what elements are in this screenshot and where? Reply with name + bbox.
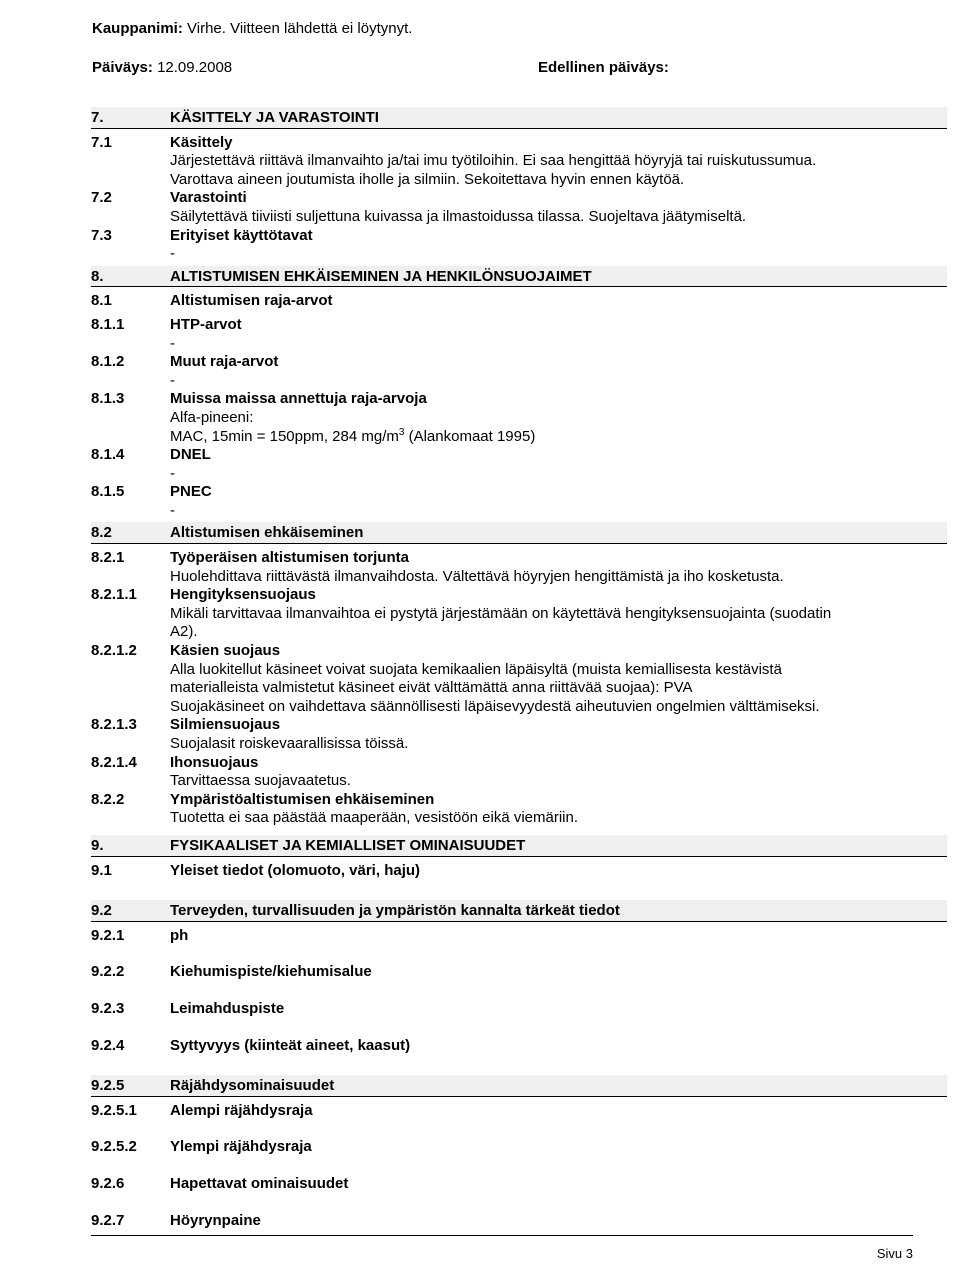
body-text: Suojakäsineet on vaihdettava säännöllisesti läpäisevyydestä aiheutuvien ongelmien välttämiseksi. [170,697,820,715]
subsection-8-2-1-4 [91,754,947,773]
subsection-number: 7.3 [91,226,112,244]
subsection-title: Muissa maissa annettuja raja-arvoja [170,390,427,408]
header-company [92,20,412,37]
subsection-9-2-7 [91,1212,947,1231]
text-line [91,409,947,428]
section-9-header [91,835,947,857]
subsection-title: Ympäristöaltistumisen ehkäiseminen [170,790,435,808]
body-text: - [170,501,175,519]
text-line [91,809,947,828]
section-number: 8. [91,267,104,285]
text-line [91,661,947,680]
subsection-number: 8.1.5 [91,483,125,501]
section-number: 7. [91,109,104,126]
body-text: Alla luokitellut käsineet voivat suojata kemikaalien läpäisyltä (muista kemiallisesta kestävistä [170,660,782,678]
body-text: Säilytettävä tiiviisti suljettuna kuivassa ja ilmastoidussa tilassa. Suojeltava jäätymiseltä. [170,207,747,225]
subsection-title: Ylempi räjähdysraja [170,1138,312,1156]
subsection-number: 7.2 [91,189,112,207]
body-text: Tuotetta ei saa päästää maaperään, vesistöön eikä viemäriin. [170,809,579,827]
subsection-8-2-2 [91,791,947,810]
section-7-header [91,107,947,129]
subsection-number: 9.2.5 [91,1077,125,1095]
subsection-7-3 [91,227,947,246]
subsection-title: Työperäisen altistumisen torjunta [170,549,409,567]
subsection-8-2-1 [91,549,947,568]
subsection-9-2-5-header [91,1075,947,1097]
subsection-title: Terveyden, turvallisuuden ja ympäristön kannalta tärkeät tiedot [170,902,620,920]
body-text: Mikäli tarvittavaa ilmanvaihtoa ei pystytä järjestämään on käytettävä hengityksensuojainta (suodatin [170,604,832,622]
text-line [91,152,947,171]
subsection-number: 9.2 [91,902,112,920]
subsection-number: 8.2.1.1 [91,586,137,604]
subsection-number: 8.2.1 [91,549,125,567]
document-body [91,105,947,1230]
subsection-number: 9.2.3 [91,999,125,1017]
section-8-header [91,266,947,288]
text-line [91,372,947,391]
subsection-9-2-2 [91,963,947,982]
subsection-title: Altistumisen raja-arvot [170,292,333,310]
section-title: FYSIKAALISET JA KEMIALLISET OMINAISUUDET [170,836,526,854]
date-label: Päiväys: [92,59,153,76]
subsection-title: Altistumisen ehkäiseminen [170,524,364,542]
subsection-title: Räjähdysominaisuudet [170,1077,335,1095]
text-line [91,245,947,264]
text-line [91,623,947,642]
subsection-number: 8.2 [91,524,112,542]
subsection-title: PNEC [170,483,212,501]
text-line [91,772,947,791]
body-text: Tarvittaessa suojavaatetus. [170,772,351,790]
subsection-9-2-5-2 [91,1138,947,1157]
subsection-number: 8.1.1 [91,315,125,333]
subsection-8-1 [91,292,947,311]
text-line [91,735,947,754]
subsection-number: 8.1.2 [91,353,125,371]
subsection-8-2-header [91,522,947,544]
subsection-9-2-6 [91,1175,947,1194]
text-line [91,679,947,698]
subsection-7-2 [91,189,947,208]
subsection-title: Varastointi [170,189,247,207]
subsection-title: HTP-arvot [170,315,242,333]
subsection-title: Hengityksensuojaus [170,586,316,604]
subsection-title: Ihonsuojaus [170,753,259,771]
subsection-title: Muut raja-arvot [170,353,279,371]
subsection-8-1-3 [91,390,947,409]
body-text: Alfa-pineeni: [170,408,254,426]
section-number: 9. [91,836,104,854]
subsection-number: 9.2.7 [91,1211,125,1229]
subsection-title: Höyrynpaine [170,1211,261,1229]
page-number: Sivu 3 [876,1246,913,1261]
subsection-8-2-1-1 [91,586,947,605]
subsection-number: 7.1 [91,133,112,151]
text-line [91,698,947,717]
subsection-title: Yleiset tiedot (olomuoto, väri, haju) [170,861,421,879]
body-text: - [170,464,175,482]
subsection-9-2-1 [91,927,947,946]
subsection-title: Kiehumispiste/kiehumisalue [170,963,372,981]
text-line [91,465,947,484]
text-line [91,428,947,447]
subsection-number: 8.2.1.3 [91,716,137,734]
subsection-9-2-header [91,900,947,922]
subsection-number: 8.1.4 [91,446,125,464]
body-text: Järjestettävä riittävä ilmanvaihto ja/tai imu työtiloihin. Ei saa hengittää höyryjä tai ruiskutussumua. [170,152,817,170]
body-text [170,428,947,447]
subsection-title: Alempi räjähdysraja [170,1101,313,1119]
subsection-number: 8.2.1.4 [91,753,137,771]
body-text: materialleista valmistetut käsineet eivät välttämättä anna riittävää suojaa): PVA [170,679,693,697]
text-line [91,171,947,190]
company-value: Virhe. Viitteen lähdettä ei löytynyt. [187,20,413,37]
subsection-number: 8.1 [91,292,112,310]
superscript: 3 [398,426,405,438]
text-line [91,568,947,587]
subsection-number: 9.2.5.1 [91,1101,137,1119]
mac-value: MAC, 15min = 150ppm, 284 mg/m [170,427,399,445]
body-text: - [170,245,175,263]
subsection-9-1 [91,862,947,881]
body-text: Huolehdittava riittävästä ilmanvaihdosta. Vältettävä höyryjen hengittämistä ja iho kosketusta. [170,567,784,585]
subsection-9-2-5-1 [91,1102,947,1121]
subsection-number: 9.2.5.2 [91,1138,137,1156]
subsection-title: ph [170,926,189,944]
subsection-title: Käsien suojaus [170,642,281,660]
subsection-number: 9.2.6 [91,1174,125,1192]
subsection-title: DNEL [170,446,211,464]
subsection-title: Leimahduspiste [170,999,285,1017]
subsection-number: 9.2.1 [91,926,125,944]
subsection-8-2-1-2 [91,642,947,661]
company-label: Kauppanimi: [92,20,183,37]
subsection-9-2-3 [91,1000,947,1019]
section-title: KÄSITTELY JA VARASTOINTI [170,109,379,126]
subsection-8-2-1-3 [91,716,947,735]
subsection-7-1 [91,134,947,153]
text-line [91,208,947,227]
subsection-number: 8.2.1.2 [91,642,137,660]
section-title: ALTISTUMISEN EHKÄISEMINEN JA HENKILÖNSUOJAIMET [170,267,592,285]
text-line [91,605,947,624]
subsection-title: Silmiensuojaus [170,716,281,734]
subsection-8-1-4 [91,446,947,465]
body-text: - [170,334,175,352]
subsection-title: Syttyvyys (kiinteät aineet, kaasut) [170,1036,411,1054]
text-line [91,335,947,354]
header-date [92,59,232,76]
subsection-number: 9.2.2 [91,963,125,981]
date-value: 12.09.2008 [157,59,233,76]
mac-source: (Alankomaat 1995) [404,427,536,445]
subsection-8-1-2 [91,353,947,372]
body-text: A2). [170,623,198,641]
body-text: - [170,371,175,389]
footer-divider [91,1235,913,1236]
subsection-number: 8.2.2 [91,790,125,808]
subsection-9-2-4 [91,1037,947,1056]
body-text: Suojalasit roiskevaarallisissa töissä. [170,735,409,752]
subsection-title: Hapettavat ominaisuudet [170,1174,349,1192]
subsection-number: 9.1 [91,861,112,879]
subsection-title: Erityiset käyttötavat [170,226,313,244]
text-line [91,502,947,521]
previous-date-label: Edellinen päiväys: [538,59,669,76]
subsection-number: 8.1.3 [91,390,125,408]
subsection-8-1-5 [91,483,947,502]
subsection-title: Käsittely [170,133,233,151]
body-text: Varottava aineen joutumista iholle ja silmiin. Sekoitettava hyvin ennen käytöä. [170,170,685,188]
subsection-8-1-1 [91,316,947,335]
subsection-number: 9.2.4 [91,1036,125,1054]
